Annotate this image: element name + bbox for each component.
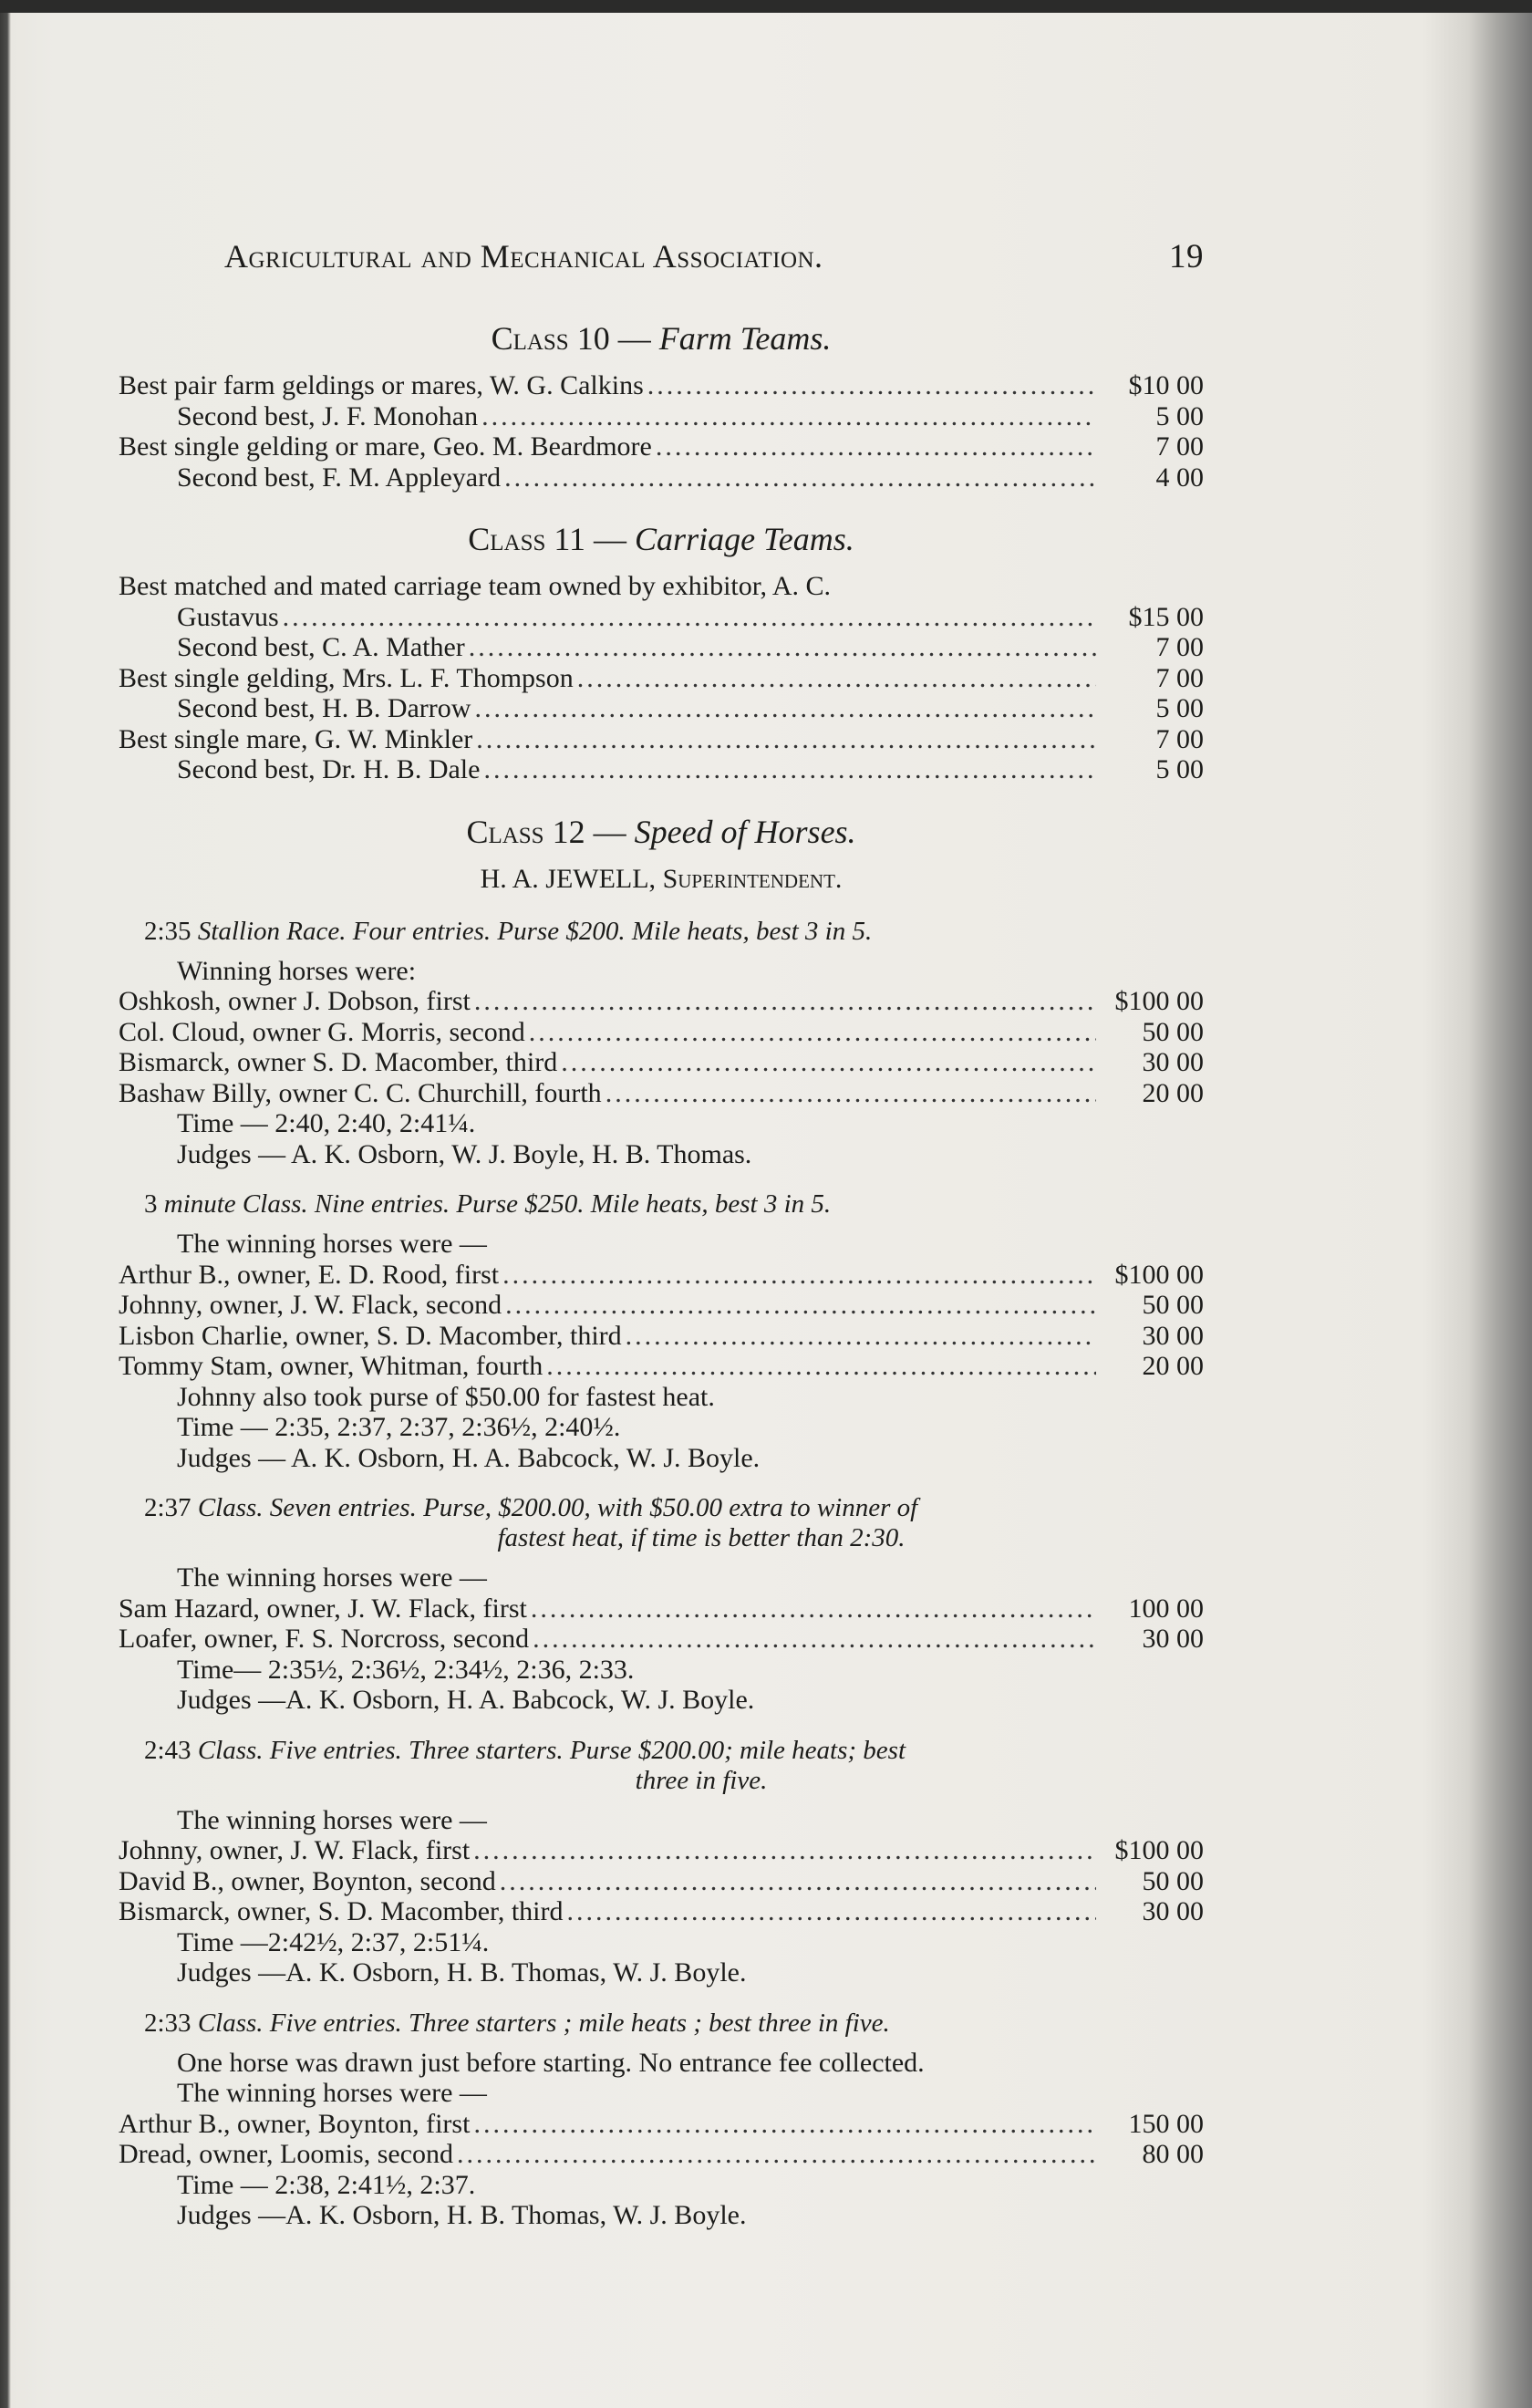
- award-label: Best single mare, G. W. Minkler: [119, 723, 473, 754]
- race-judges: Judges — A. K. Osborn, H. A. Babcock, W. J. Boyle.: [177, 1442, 761, 1473]
- race-class-time: 2:37: [144, 1493, 192, 1522]
- leader-dots: [471, 693, 1096, 724]
- class-11-name: Carriage Teams.: [635, 521, 854, 557]
- race-intro: The winning horses were —: [177, 1229, 487, 1259]
- race-time: Time — 2:35, 2:37, 2:37, 2:36½, 2:40½.: [177, 1412, 621, 1442]
- leader-dots: [525, 1017, 1096, 1048]
- prize-amount: 30 00: [1142, 1047, 1204, 1077]
- result-label: Arthur B., owner, Boynton, first: [119, 2108, 471, 2139]
- race-time: Time — 2:38, 2:41½, 2:37.: [177, 2169, 476, 2200]
- leader-dots: [557, 1047, 1096, 1078]
- result-row: [119, 1896, 1204, 1927]
- race-judges: Judges —A. K. Osborn, H. A. Babcock, W. J. Boyle.: [177, 1685, 755, 1715]
- leader-dots: [499, 1260, 1096, 1291]
- leader-dots: [453, 2139, 1096, 2170]
- leader-dots: [652, 431, 1096, 462]
- leader-dots: [470, 1835, 1096, 1866]
- race-heading: [119, 1189, 1204, 1220]
- race-judges: Judges —A. K. Osborn, H. B. Thomas, W. J. Boyle.: [177, 1957, 747, 1988]
- leader-dots: [502, 1290, 1096, 1321]
- race-time: Time — 2:40, 2:40, 2:41¼.: [177, 1108, 476, 1138]
- race-time: Time— 2:35½, 2:36½, 2:34½, 2:36, 2:33.: [177, 1654, 635, 1685]
- leader-dots: [527, 1593, 1096, 1624]
- result-row: [119, 1078, 1204, 1109]
- award-amount: 7 00: [1155, 723, 1204, 754]
- race-judges: Judges —A. K. Osborn, H. B. Thomas, W. J. Boyle.: [177, 2200, 747, 2230]
- result-row: [119, 2139, 1204, 2170]
- result-row: [119, 986, 1204, 1017]
- race-description-continued: three in five.: [635, 1765, 768, 1795]
- race-description: Stallion Race. Four entries. Purse $200. Mile heats, best 3 in 5.: [197, 916, 873, 946]
- class-12-number: Class 12 —: [466, 813, 626, 850]
- race-description: Class. Five entries. Three starters. Purse $200.00; mile heats; best: [197, 1735, 906, 1765]
- result-row: [119, 1351, 1204, 1382]
- award-row: [119, 632, 1204, 663]
- award-amount: 5 00: [1155, 400, 1204, 431]
- race-note: One horse was drawn just before starting. No entrance fee collected.: [177, 2047, 925, 2078]
- superintendent-line: [119, 864, 1204, 895]
- prize-amount: $100 00: [1114, 1259, 1204, 1290]
- award-amount: $15 00: [1128, 601, 1204, 632]
- prize-amount: 20 00: [1142, 1351, 1204, 1381]
- superintendent-name: H. A. JEWELL,: [480, 863, 657, 894]
- race-intro: The winning horses were —: [177, 1562, 487, 1593]
- award-amount: 7 00: [1155, 431, 1204, 462]
- award-label: Second best, J. F. Monohan: [177, 400, 479, 431]
- prize-amount: 150 00: [1128, 2108, 1204, 2139]
- prize-amount: $100 00: [1114, 986, 1204, 1016]
- race-description: Class. Five entries. Three starters ; mile heats ; best three in five.: [197, 2008, 890, 2038]
- running-head-title: Agricultural and Mechanical Association.: [224, 238, 823, 275]
- leader-dots: [472, 724, 1096, 755]
- race-intro: Winning horses were:: [177, 955, 417, 986]
- award-row: [119, 724, 1204, 755]
- class-12-name: Speed of Horses.: [634, 813, 856, 850]
- race-intro: The winning horses were —: [177, 1804, 487, 1835]
- prize-amount: 50 00: [1142, 1290, 1204, 1320]
- superintendent-title: Superintendent.: [662, 863, 843, 894]
- race-time: Time —2:42½, 2:37, 2:51¼.: [177, 1926, 490, 1957]
- race-description: Class. Seven entries. Purse, $200.00, with $50.00 extra to winner of: [197, 1493, 918, 1522]
- award-row: [119, 370, 1204, 401]
- award-row: [119, 602, 1204, 633]
- result-row: [119, 1866, 1204, 1897]
- scan-edge: [0, 0, 1532, 13]
- result-label: Arthur B., owner, E. D. Rood, first: [119, 1259, 500, 1290]
- class-10-number: Class 10 —: [491, 320, 651, 357]
- race-heading: [119, 917, 1204, 947]
- result-row: [119, 1624, 1204, 1655]
- leader-dots: [496, 1866, 1096, 1897]
- leader-dots: [279, 602, 1096, 633]
- race-intro: The winning horses were —: [177, 2078, 487, 2108]
- leader-dots: [480, 754, 1096, 785]
- prize-amount: 80 00: [1142, 2139, 1204, 2169]
- award-label: Second best, H. B. Darrow: [177, 693, 471, 723]
- prize-amount: $100 00: [1114, 1835, 1204, 1865]
- class-11-number: Class 11 —: [468, 521, 627, 557]
- result-label: Dread, owner, Loomis, second: [119, 2139, 454, 2169]
- race-note: Johnny also took purse of $50.00 for fastest heat.: [177, 1381, 715, 1412]
- award-row: [119, 401, 1204, 432]
- leader-dots: [564, 1896, 1097, 1927]
- class-12-heading: [119, 813, 1204, 851]
- class-11-heading: [119, 520, 1204, 558]
- leader-dots: [644, 370, 1096, 401]
- award-amount: 5 00: [1155, 693, 1204, 723]
- award-amount: 7 00: [1155, 662, 1204, 693]
- award-row: [119, 693, 1204, 724]
- result-label: David B., owner, Boynton, second: [119, 1865, 496, 1896]
- award-amount: 5 00: [1155, 754, 1204, 784]
- prize-amount: 20 00: [1142, 1077, 1204, 1108]
- leader-dots: [529, 1624, 1096, 1655]
- result-row: [119, 1047, 1204, 1078]
- prize-amount: 50 00: [1142, 1865, 1204, 1896]
- result-label: Tommy Stam, owner, Whitman, fourth: [119, 1351, 543, 1381]
- race-heading: [119, 2008, 1204, 2039]
- result-label: Oshkosh, owner J. Dobson, first: [119, 986, 471, 1016]
- result-row: [119, 1260, 1204, 1291]
- result-row: [119, 2109, 1204, 2140]
- award-label: Second best, Dr. H. B. Dale: [177, 754, 481, 784]
- race-description-continued: fastest heat, if time is better than 2:30.: [497, 1523, 906, 1552]
- result-label: Bismarck, owner S. D. Macomber, third: [119, 1047, 558, 1077]
- leader-dots: [470, 2109, 1096, 2140]
- award-row: [119, 663, 1204, 694]
- result-row: [119, 1290, 1204, 1321]
- result-label: Bashaw Billy, owner C. C. Churchill, fourth: [119, 1077, 602, 1108]
- leader-dots: [478, 401, 1096, 432]
- award-amount: 7 00: [1155, 632, 1204, 662]
- result-row: [119, 1321, 1204, 1352]
- award-row: [119, 431, 1204, 462]
- award-label: Second best, C. A. Mather: [177, 632, 465, 662]
- race-judges: Judges — A. K. Osborn, W. J. Boyle, H. B. Thomas.: [177, 1138, 752, 1169]
- leader-dots: [602, 1078, 1096, 1109]
- prize-amount: 100 00: [1128, 1593, 1204, 1624]
- page-number: 19: [1169, 238, 1204, 275]
- award-first-line: Best matched and mated carriage team owned by exhibitor, A. C.: [119, 571, 832, 601]
- award-label: Gustavus: [177, 601, 279, 632]
- race-class-time: 3: [144, 1189, 158, 1219]
- race-heading: [119, 1736, 1204, 1796]
- leader-dots: [543, 1351, 1096, 1382]
- prize-amount: 30 00: [1142, 1624, 1204, 1654]
- award-row: [119, 754, 1204, 785]
- result-row: [119, 1593, 1204, 1624]
- race-class-time: 2:43: [144, 1735, 192, 1765]
- race-class-time: 2:33: [144, 2008, 192, 2038]
- leader-dots: [465, 632, 1096, 663]
- leader-dots: [501, 462, 1096, 493]
- result-row: [119, 1017, 1204, 1048]
- award-row: [119, 462, 1204, 493]
- result-label: Col. Cloud, owner G. Morris, second: [119, 1016, 525, 1047]
- running-head: [119, 237, 1204, 292]
- award-amount: $10 00: [1128, 370, 1204, 400]
- class-10-heading: [119, 319, 1204, 358]
- result-label: Sam Hazard, owner, J. W. Flack, first: [119, 1593, 527, 1624]
- race-class-time: 2:35: [144, 916, 192, 946]
- leader-dots: [574, 663, 1096, 694]
- leader-dots: [622, 1321, 1096, 1352]
- award-label: Second best, F. M. Appleyard: [177, 462, 502, 493]
- result-label: Bismarck, owner, S. D. Macomber, third: [119, 1896, 564, 1926]
- race-description: minute Class. Nine entries. Purse $250. Mile heats, best 3 in 5.: [163, 1189, 832, 1219]
- leader-dots: [471, 986, 1096, 1017]
- result-label: Johnny, owner, J. W. Flack, first: [119, 1835, 471, 1865]
- award-label: Best pair farm geldings or mares, W. G. Calkins: [119, 370, 644, 400]
- award-label: Best single gelding or mare, Geo. M. Beardmore: [119, 431, 652, 462]
- result-label: Loafer, owner, F. S. Norcross, second: [119, 1624, 530, 1654]
- prize-amount: 30 00: [1142, 1896, 1204, 1926]
- result-label: Johnny, owner, J. W. Flack, second: [119, 1290, 502, 1320]
- prize-amount: 50 00: [1142, 1016, 1204, 1047]
- award-label: Best single gelding, Mrs. L. F. Thompson: [119, 662, 574, 693]
- award-amount: 4 00: [1155, 462, 1204, 493]
- race-heading: [119, 1493, 1204, 1553]
- class-10-name: Farm Teams.: [658, 320, 832, 357]
- prize-amount: 30 00: [1142, 1320, 1204, 1351]
- result-row: [119, 1835, 1204, 1866]
- book-page: [119, 237, 1204, 2231]
- result-label: Lisbon Charlie, owner, S. D. Macomber, third: [119, 1320, 622, 1351]
